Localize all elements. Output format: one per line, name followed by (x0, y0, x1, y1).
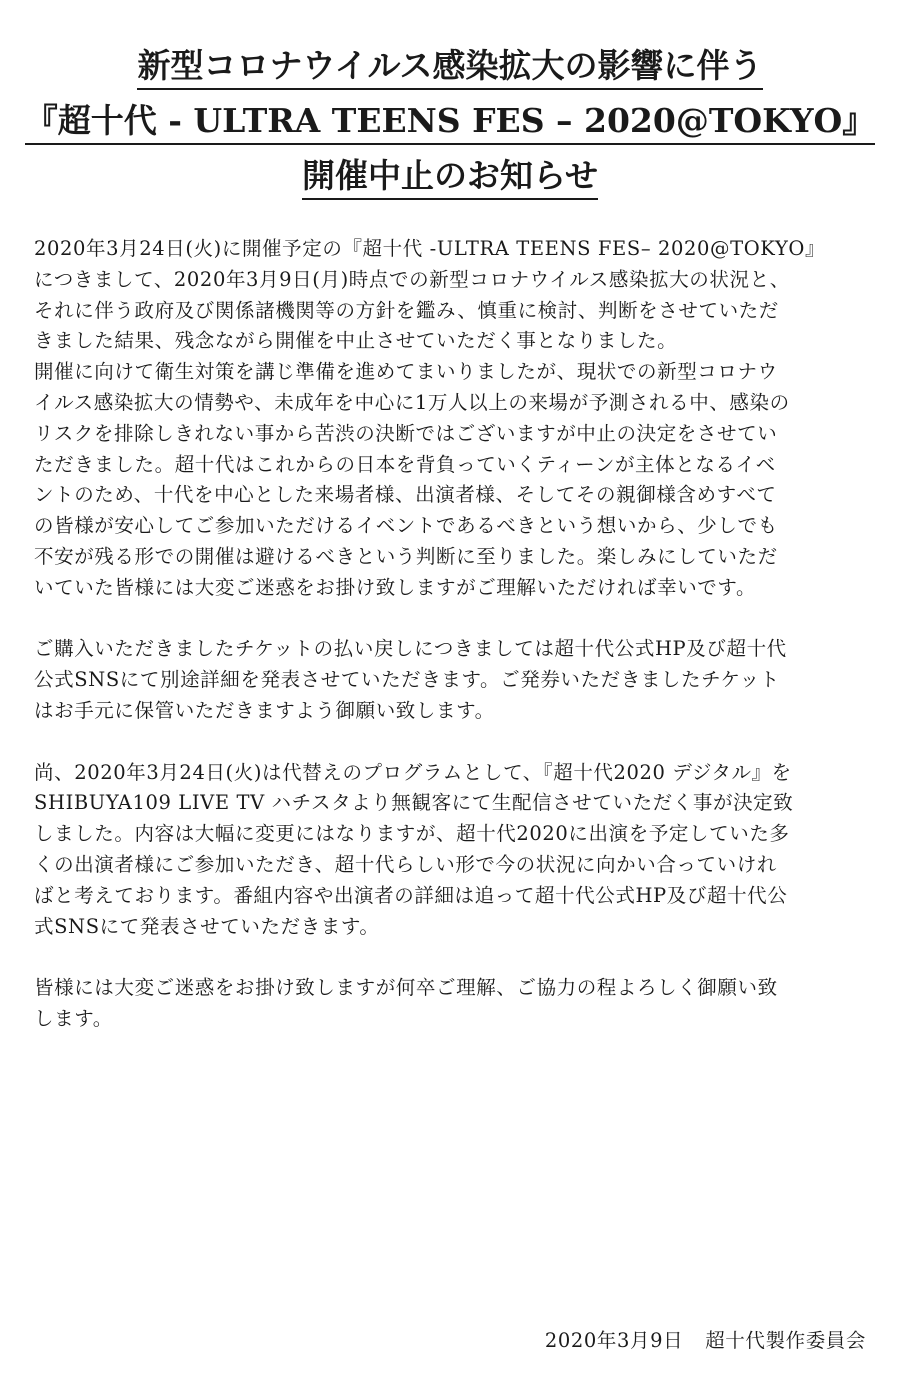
text-line: 式SNSにて発表させていただきます。 (34, 914, 380, 938)
paragraph-closing (34, 973, 870, 1035)
text-line: それに伴う政府及び関係諸機関等の方針を鑑み、慎重に検討、判断をさせていただ (34, 298, 779, 322)
text-line: 公式SNSにて別途詳細を発表させていただきます。ご発券いただきましたチケット (34, 668, 780, 692)
text-line: イルス感染拡大の情勢や、未成年を中心に1万人以上の来場が予測される中、感染の (34, 390, 790, 414)
text-line: はお手元に保管いただきますよう御願い致します。 (34, 698, 495, 722)
text-line: 皆様には大変ご迷惑をお掛け致しますが何卒ご理解、ご協力の程よろしく御願い致 (34, 976, 778, 1000)
signature-date: 2020年3月9日 (544, 1329, 684, 1352)
text-line: 2020年3月24日(火)に開催予定の『超十代 -ULTRA TEENS FES– 2020@TOKYO』 (34, 237, 826, 260)
paragraph-alternative-program (34, 758, 870, 943)
text-line: リスクを排除しきれない事から苦渋の決断ではございますが中止の決定をさせてい (34, 421, 778, 445)
notice-body (34, 234, 870, 1035)
notice-title (0, 48, 900, 213)
title-line-3: 開催中止のお知らせ (302, 158, 598, 200)
title-line-1: 新型コロナウイルス感染拡大の影響に伴う (137, 48, 762, 90)
text-line: の皆様が安心してご参加いただけるイベントであるべきという想いから、少しでも (34, 514, 778, 538)
text-line: につきまして、2020年3月9日(月)時点での新型コロナウイルス感染拡大の状況と、 (34, 267, 790, 291)
text-line: きました結果、残念ながら開催を中止させていただく事となりました。 (34, 329, 678, 353)
text-line: いていた皆様には大変ご迷惑をお掛け致しますがご理解いただければ幸いです。 (34, 575, 757, 599)
text-line: します。 (34, 1006, 113, 1030)
text-line: ばと考えております。番組内容や出演者の詳細は追って超十代公式HP及び超十代公 (34, 883, 788, 907)
text-line: SHIBUYA109 LIVE TV ハチスタより無観客にて生配信させていただく事が決定致 (34, 791, 794, 815)
text-line: しました。内容は大幅に変更にはなりますが、超十代2020に出演を予定していた多 (34, 822, 790, 846)
paragraph-spacer (34, 604, 870, 635)
text-line: ただきました。超十代はこれからの日本を背負っていくティーンが主体となるイベ (34, 452, 776, 476)
text-line: 開催に向けて衛生対策を講じ準備を進めてまいりましたが、現状での新型コロナウ (34, 360, 778, 384)
text-line: ご購入いただきましたチケットの払い戻しにつきましては超十代公式HP及び超十代 (34, 637, 787, 661)
text-line: ントのため、十代を中心とした来場者様、出演者様、そしてその親御様含めすべて (34, 483, 777, 507)
paragraph-spacer (34, 727, 870, 758)
text-line: くの出演者様にご参加いただき、超十代らしい形で今の状況に向かい合っていけれ (34, 852, 777, 876)
signature (545, 1325, 866, 1353)
paragraph-spacer (34, 942, 870, 973)
title-line-2: 『超十代 - ULTRA TEENS FES – 2020@TOKYO』 (25, 103, 876, 145)
text-line: 不安が残る形での開催は避けるべきという判断に至りました。楽しみにしていただ (34, 544, 778, 568)
text-line: 尚、2020年3月24日(火)は代替えのプログラムとして、『超十代2020 デジタル』を (34, 760, 792, 784)
paragraph-cancellation (34, 234, 870, 604)
signature-organization: 超十代製作委員会 (705, 1329, 866, 1352)
paragraph-refund (34, 634, 870, 726)
